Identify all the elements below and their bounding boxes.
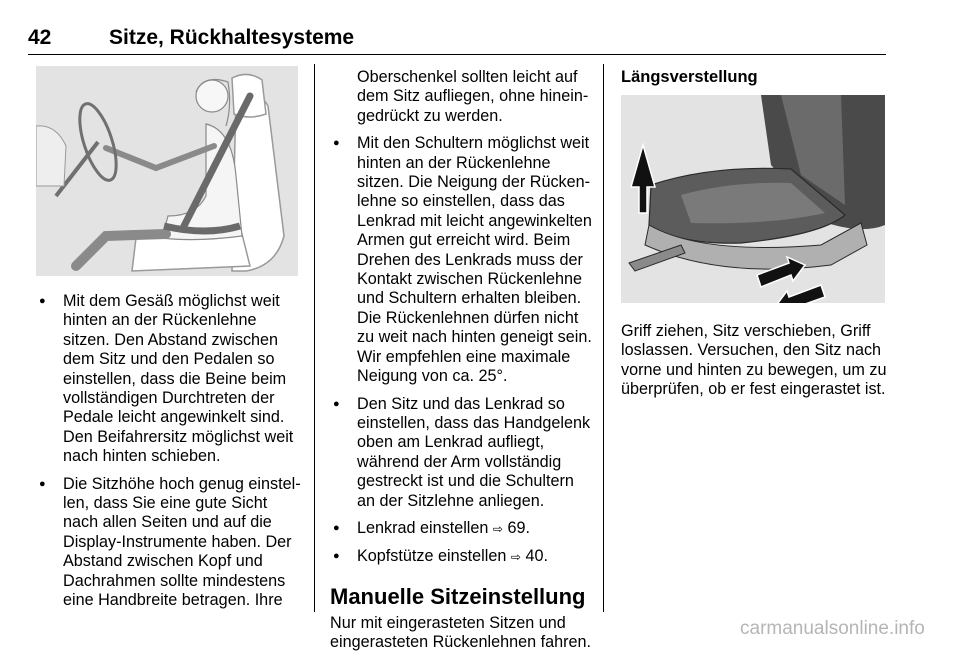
list-item: ● Mit dem Gesäß möglichst weit hinten an der Rückenlehne sitzen. Den Abstand zwischen dem Sitz und den Pedalen so einstellen, dass die Beine beim vollständigen Durchtreten der Pedale leicht angewinkelt sind. Den Beifahrersitz möglichst weit nach hinten schieben. <box>36 292 304 467</box>
column-2 <box>330 68 596 653</box>
list-item: ● Die Sitzhöhe hoch genug einstellen, dass Sie eine gute Sicht nach allen Seiten und auf die Display-Instrumente haben. Der Abstand zwischen Kopf und Dachrahmen sollte mindestens eine Handbreite betragen. Ihre <box>36 475 304 611</box>
subheading: Längsverstellung <box>621 68 758 86</box>
page-ref-arrow-icon: ⇨ <box>510 550 521 565</box>
continuation-text: Oberschenkel sollten leicht auf dem Sitz aufliegen, ohne hineingedrückt zu werden. <box>357 68 589 125</box>
list-item: ● Den Sitz und das Lenkrad so einstellen, dass das Handgelenk oben am Lenkrad aufliegt, während der Arm vollständig gestreckt ist und die Schultern an der Sitzlehne anliegen. <box>330 395 596 511</box>
column-3-text <box>621 322 889 400</box>
list-item-steering-ref <box>330 519 596 539</box>
page-title: Sitze, Rückhaltesysteme <box>109 26 355 49</box>
driver-seating-drawing <box>36 66 298 276</box>
watermark: carmanualsonline.info <box>740 618 925 639</box>
column-3 <box>621 68 889 87</box>
column-divider-1 <box>314 64 315 612</box>
seating-instructions-list <box>36 292 304 611</box>
column-1 <box>36 292 304 611</box>
section-title: Manuelle Sitzeinstellung <box>330 583 586 609</box>
list-item: ● Mit den Schultern möglichst weit hinten an der Rückenlehne sitzen. Die Neigung der Rückenlehne so einstellen, dass das Lenkrad mit leicht angewinkelten Armen gut erreicht wird. Beim Drehen des Lenkrads muss der Kontakt zwischen Rückenlehne und Schultern erhalten bleiben. Die Rückenlehnen dürfen nicht zu weit nach hinten geneigt sein. Wir empfehlen eine maximale Neigung von ca. 25°. <box>330 134 596 386</box>
seat-adjustment-illustration <box>621 95 885 303</box>
ref-text: Lenkrad einstellen <box>357 518 489 537</box>
page-ref-arrow-icon: ⇨ <box>492 521 503 536</box>
page-header <box>28 20 886 55</box>
driver-seating-illustration <box>36 66 298 276</box>
section-text: Nur mit eingerasteten Sitzen und eingerasteten Rückenlehnen fahren. <box>330 613 591 652</box>
page-ref-link[interactable]: 69. <box>507 518 530 537</box>
column-divider-2 <box>603 64 604 612</box>
page-ref-link[interactable]: 40. <box>525 547 548 566</box>
list-item-headrest-ref <box>330 547 596 567</box>
ref-text: Kopfstütze einstellen <box>357 547 507 566</box>
seat-adjustment-drawing <box>621 95 885 303</box>
page-number: 42 <box>28 26 52 49</box>
adjustment-instructions: Griff ziehen, Sitz verschieben, Griff loslassen. Versuchen, den Sitz nach vorne und hinten zu bewegen, um zu überprüfen, ob er fest eingerastet ist. <box>621 322 887 399</box>
seating-instructions-list-continued <box>330 134 596 568</box>
